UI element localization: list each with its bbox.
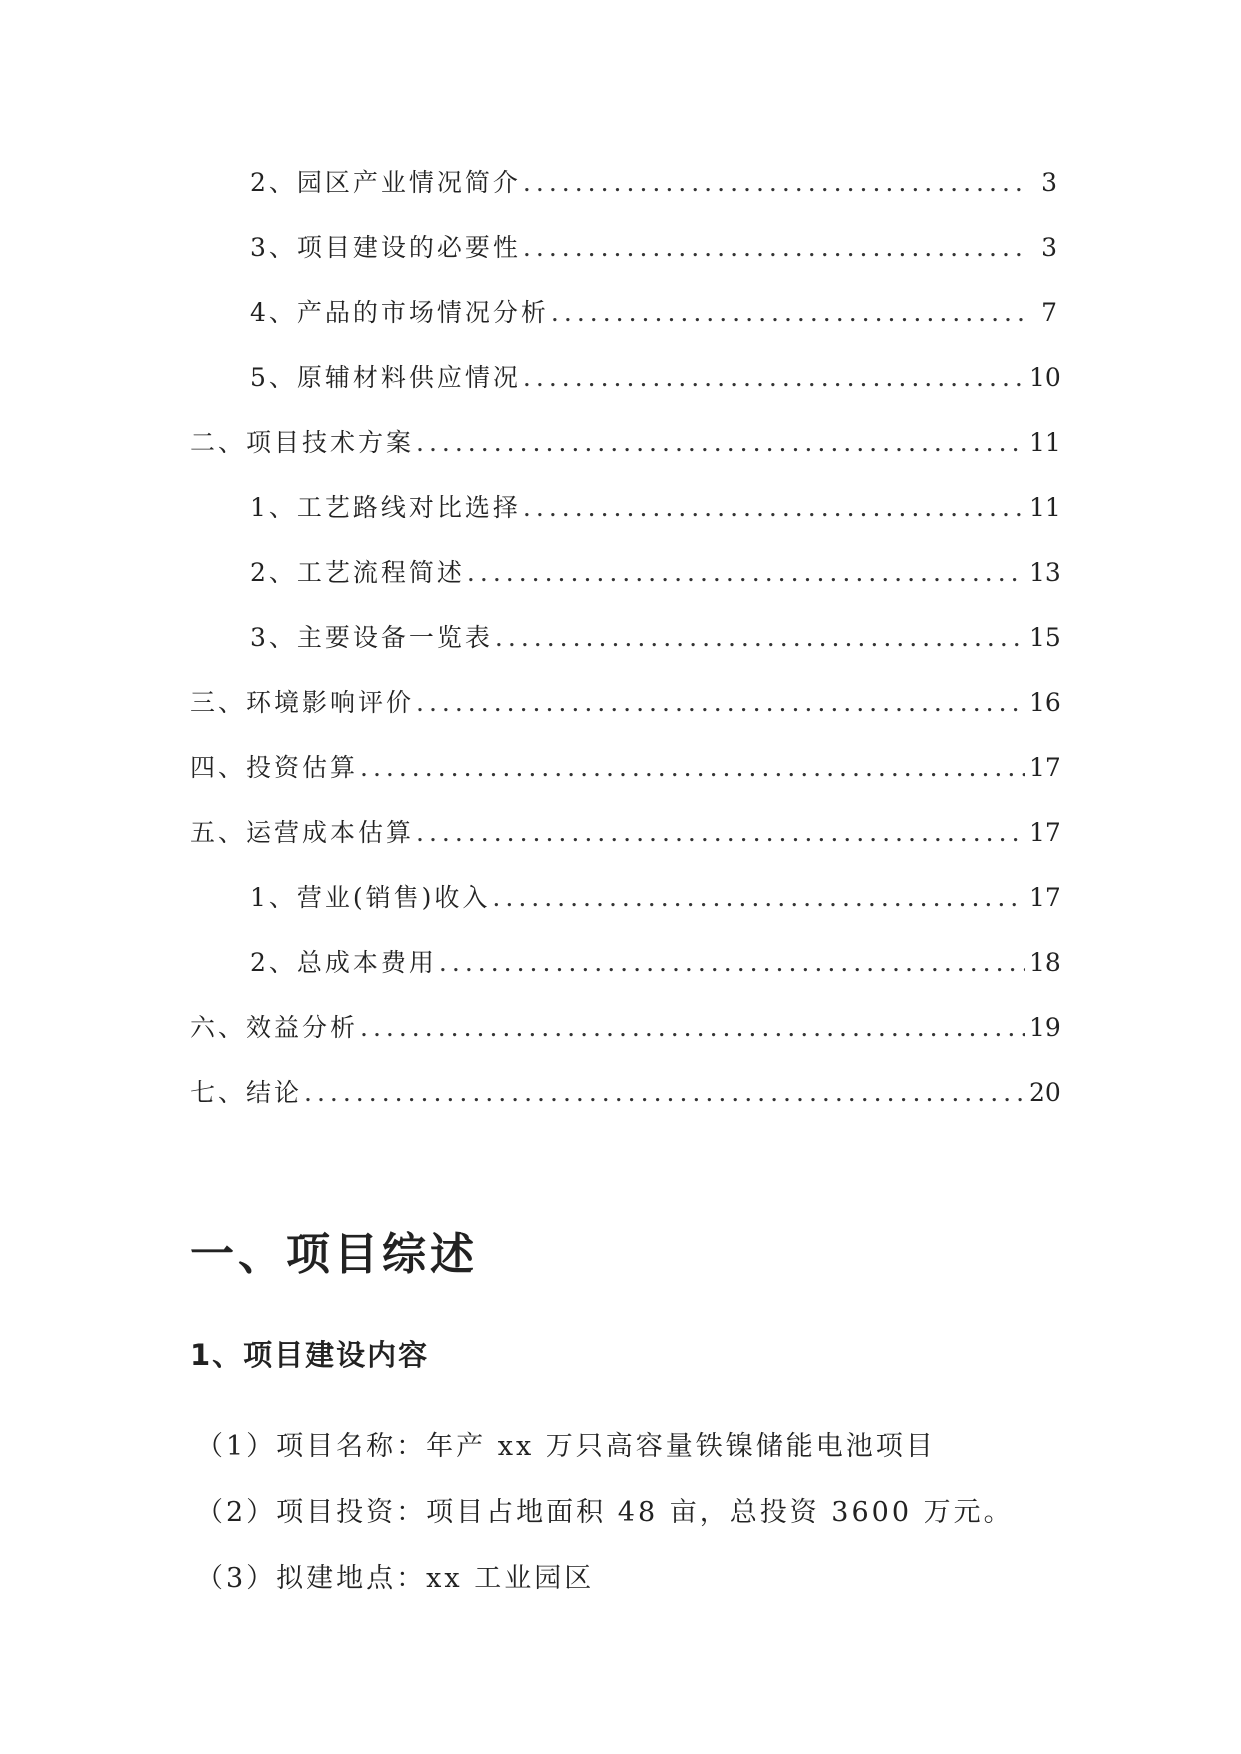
toc-entry-page: 15 [1029,623,1061,652]
toc-entry[interactable] [250,163,1057,203]
toc-entry-page: 17 [1029,883,1061,912]
toc-leader-dots [416,428,1025,457]
toc-entry-page: 3 [1041,233,1057,262]
toc-leader-dots [495,623,1025,652]
toc-leader-dots [551,298,1025,327]
toc-leader-dots [304,1078,1025,1107]
toc-entry-label: 3、主要设备一览表 [250,623,493,652]
toc-entry-label: 4、产品的市场情况分析 [250,298,549,327]
project-investment-line: （2）项目投资：项目占地面积 48 亩，总投资 3600 万元。 [196,1497,1014,1528]
toc-entry-page: 16 [1029,688,1061,717]
section-heading: 一、项目综述 [190,1229,478,1280]
toc-entry-page: 18 [1029,948,1061,977]
toc-entry-page: 3 [1041,168,1057,197]
toc-leader-dots [439,948,1025,977]
toc-entry-page: 11 [1029,428,1061,457]
toc-entry[interactable] [250,943,1061,983]
toc-entry-page: 11 [1029,493,1061,522]
toc-entry-page: 17 [1029,753,1061,782]
toc-entry-label: 二、项目技术方案 [190,428,415,457]
section-subheading: 1、项目建设内容 [190,1338,430,1372]
toc-entry[interactable] [250,228,1057,268]
toc-leader-dots [416,688,1025,717]
toc-entry[interactable] [190,423,1061,463]
toc-entry[interactable] [190,1073,1061,1113]
toc-entry[interactable] [250,488,1061,528]
toc-entry[interactable] [250,293,1057,333]
toc-entry-label: 5、原辅材料供应情况 [250,363,521,392]
toc-entry[interactable] [250,878,1061,918]
toc-entry-page: 17 [1029,818,1061,847]
toc-entry[interactable] [250,553,1061,593]
toc-leader-dots [523,493,1025,522]
toc-entry-label: 六、效益分析 [190,1013,359,1042]
toc-entry-label: 四、投资估算 [190,753,359,782]
toc-leader-dots [360,753,1025,782]
toc-entry-label: 2、总成本费用 [250,948,437,977]
toc-leader-dots [523,168,1025,197]
toc-entry[interactable] [250,618,1061,658]
toc-entry[interactable] [190,813,1061,853]
toc-entry-page: 19 [1029,1013,1061,1042]
toc-entry-page: 13 [1029,558,1061,587]
toc-leader-dots [467,558,1025,587]
toc-entry-label: 三、环境影响评价 [190,688,415,717]
toc-leader-dots [523,363,1025,392]
toc-entry-label: 七、结论 [190,1078,303,1107]
toc-entry-label: 2、园区产业情况简介 [250,168,521,197]
toc-leader-dots [360,1013,1025,1042]
toc-entry-label: 1、营业(销售)收入 [250,883,491,912]
project-name-line: （1）项目名称：年产 xx 万只高容量铁镍储能电池项目 [196,1431,936,1462]
toc-leader-dots [416,818,1025,847]
toc-entry-page: 10 [1029,363,1061,392]
toc-entry-label: 3、项目建设的必要性 [250,233,521,262]
toc-entry[interactable] [190,748,1061,788]
toc-entry[interactable] [190,683,1061,723]
toc-entry-label: 1、工艺路线对比选择 [250,493,521,522]
toc-leader-dots [492,883,1025,912]
toc-entry[interactable] [250,358,1061,398]
toc-entry-page: 20 [1029,1078,1061,1107]
toc-leader-dots [523,233,1025,262]
toc-entry-label: 五、运营成本估算 [190,818,415,847]
toc-entry-page: 7 [1041,298,1057,327]
project-location-line: （3）拟建地点：xx 工业园区 [196,1563,595,1594]
toc-entry[interactable] [190,1008,1061,1048]
toc-entry-label: 2、工艺流程简述 [250,558,465,587]
